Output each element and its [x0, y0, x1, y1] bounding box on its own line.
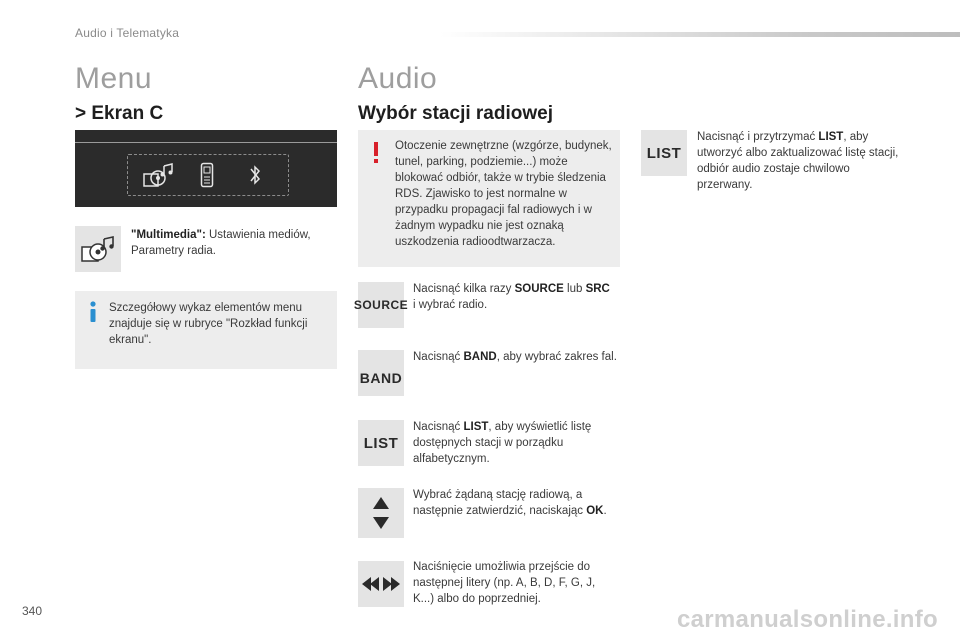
- radio-station-subtitle: Wybór stacji radiowej: [358, 103, 553, 124]
- step-select-text: Wybrać żądaną stację radiową, a następnie zatwierdzić, naciskając OK.: [413, 489, 607, 517]
- step-list-hold-text: Nacisnąć i przytrzymać LIST, aby utworzyć albo zaktualizować listę stacji, odbiór audio zostaje chwilowo przerwany.: [697, 131, 899, 191]
- ekran-subtitle: > Ekran C: [75, 103, 164, 124]
- step-seek-text: Naciśnięcie umożliwia przejście do następnej litery (np. A, B, D, F, G, J, K...) albo do poprzedniej.: [413, 561, 596, 605]
- audio-title: Audio: [358, 62, 438, 95]
- seek-arrows-icon: [358, 561, 404, 607]
- header-divider: [440, 32, 960, 37]
- source-button-icon: [353, 282, 409, 328]
- source-label: SOURCE: [353, 298, 409, 312]
- info-icon: [87, 301, 99, 323]
- step-list-text: Nacisnąć LIST, aby wyświetlić listę dostępnych stacji w porządku alfabetycznym.: [413, 421, 592, 465]
- bluetooth-icon: [248, 162, 262, 188]
- step-source-text: Nacisnąć kilka razy SOURCE lub SRC i wybrać radio.: [413, 283, 610, 311]
- screen-icon-strip: [127, 154, 289, 196]
- list-label-right: LIST: [646, 144, 682, 162]
- warning-box: [358, 130, 620, 267]
- phone-icon: [200, 162, 214, 188]
- watermark: carmanualsonline.info: [676, 606, 938, 633]
- step-band-text: Nacisnąć BAND, aby wybrać zakres fal.: [413, 351, 617, 363]
- list-button-icon: [358, 420, 404, 466]
- band-label: BAND: [359, 370, 403, 386]
- multimedia-description: [131, 227, 336, 259]
- page-number: 340: [22, 604, 43, 618]
- section-header: Audio i Telematyka: [75, 26, 180, 40]
- warning-text: Otoczenie zewnętrzne (wzgórze, budynek, tunel, parking, podziemie...) może blokować odbiór, także w trybie śledzenia RDS. Zjawisko to jest normalne w przypadku propagacji fal radiowych i w żadnym wypadku nie jest oznaką uszkodzenia radioodtwarzacza.: [395, 140, 612, 248]
- info-box: [75, 291, 337, 369]
- multimedia-icon: [80, 234, 116, 264]
- seek-arrows-icon: [361, 576, 401, 592]
- warning-icon: [372, 142, 380, 164]
- multimedia-icon-box: [75, 226, 121, 272]
- display-screen: [75, 130, 337, 207]
- menu-title: Menu: [75, 62, 153, 95]
- up-down-arrows-icon: [358, 488, 404, 538]
- multimedia-icon: [142, 162, 176, 188]
- band-button-icon: [358, 350, 404, 396]
- info-text: Szczegółowy wykaz elementów menu znajduje się w rubryce "Rozkład funkcji ekranu".: [109, 302, 308, 346]
- list-label: LIST: [363, 434, 399, 452]
- multimedia-text: Ustawienia mediów, Parametry radia.: [131, 229, 311, 257]
- list-button-icon-right: [641, 130, 687, 176]
- up-down-arrows-icon: [371, 494, 391, 532]
- multimedia-label: "Multimedia":: [131, 229, 206, 241]
